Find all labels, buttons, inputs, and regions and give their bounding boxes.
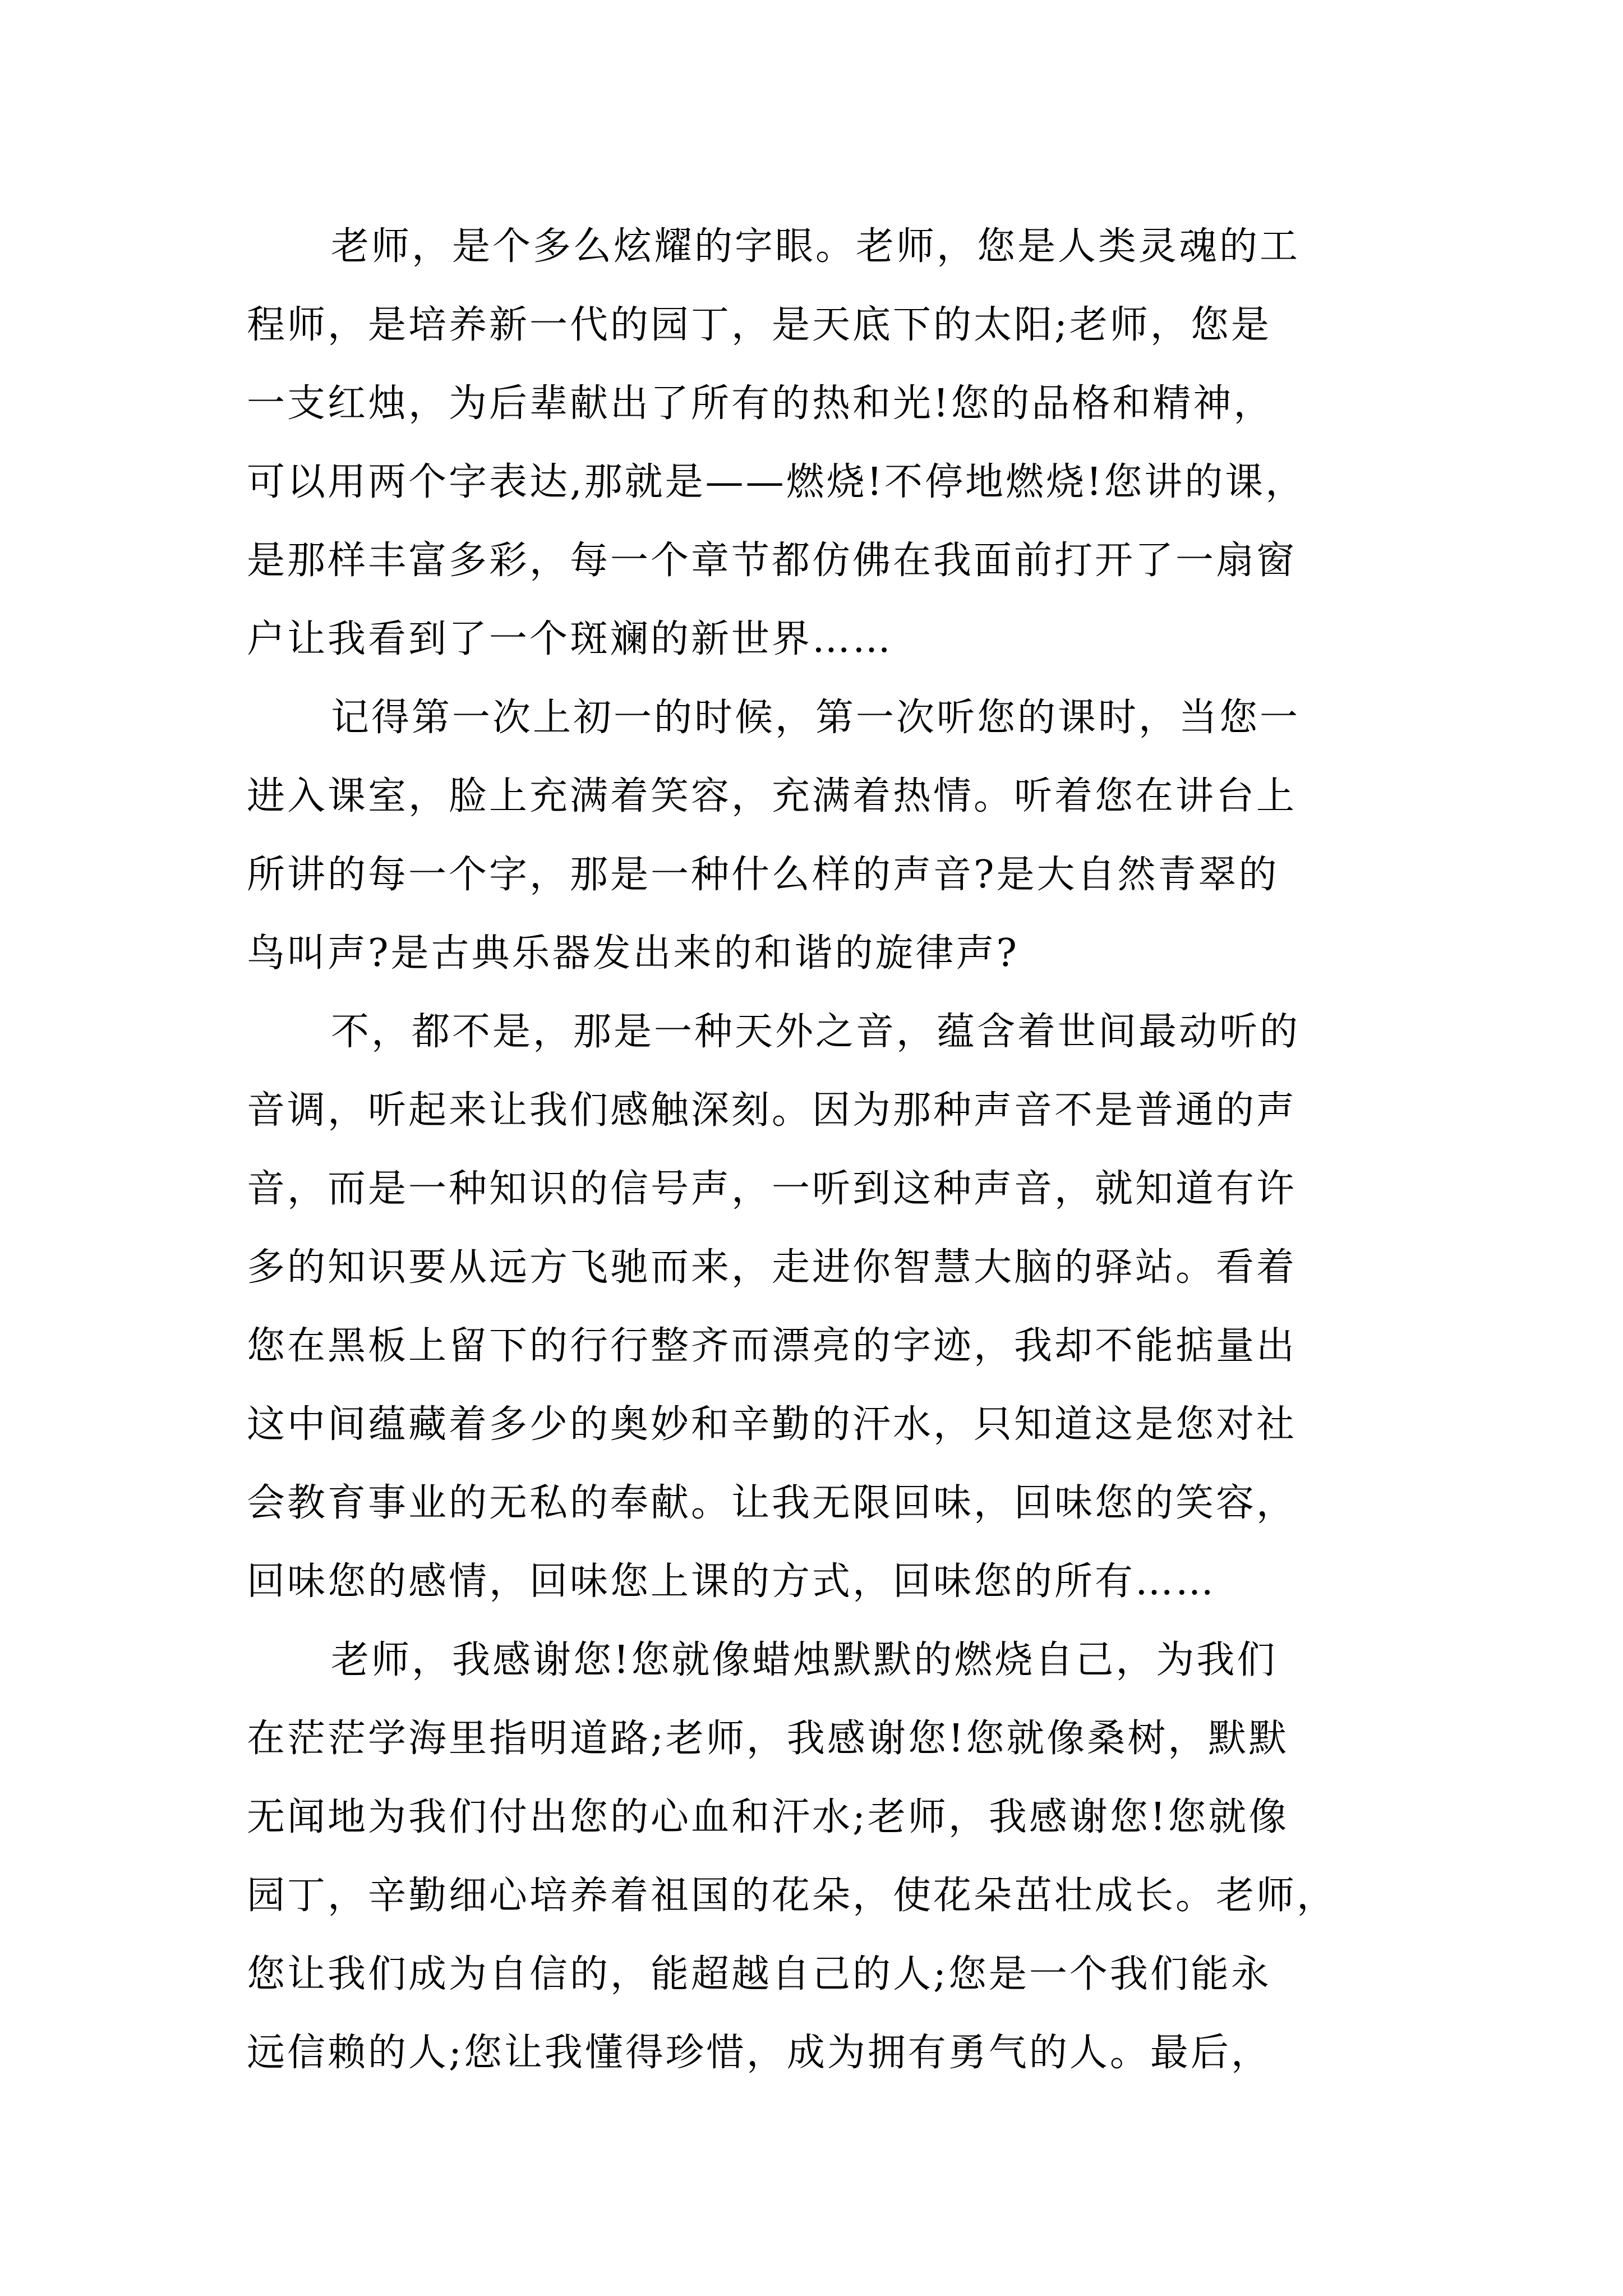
paragraph-4-line-3: 无闻地为我们付出您的心血和汗水;老师，我感谢您!您就像 bbox=[247, 1795, 1289, 1839]
paragraph-4-line-2: 在茫茫学海里指明道路;老师，我感谢您!您就像桑树，默默 bbox=[247, 1717, 1289, 1761]
paragraph-1-line-6: 户让我看到了一个斑斓的新世界…… bbox=[247, 617, 893, 661]
paragraph-2-line-3: 所讲的每一个字，那是一种什么样的声音?是大自然青翠的 bbox=[247, 853, 1279, 897]
paragraph-3-line-5: 您在黑板上留下的行行整齐而漂亮的字迹，我却不能掂量出 bbox=[247, 1324, 1297, 1368]
paragraph-2-line-1: 记得第一次上初一的时候，第一次听您的课时，当您一 bbox=[331, 696, 1301, 740]
paragraph-3-line-7: 会教育事业的无私的奉献。让我无限回味，回味您的笑容， bbox=[247, 1481, 1297, 1525]
paragraph-2-line-4: 鸟叫声?是古典乐器发出来的和谐的旋律声? bbox=[247, 931, 1019, 976]
paragraph-1-line-4: 可以用两个字表达,那就是——燃烧!不停地燃烧!您讲的课， bbox=[247, 460, 1306, 504]
essay-body bbox=[247, 208, 1385, 2092]
paragraph-1-line-1: 老师，是个多么炫耀的字眼。老师，您是人类灵魂的工 bbox=[331, 224, 1301, 269]
paragraph-3-line-2: 音调，听起来让我们感触深刻。因为那种声音不是普通的声 bbox=[247, 1088, 1297, 1133]
paragraph-4-line-6: 远信赖的人;您让我懂得珍惜，成为拥有勇气的人。最后， bbox=[247, 2031, 1271, 2075]
paragraph-1-line-3: 一支红烛，为后辈献出了所有的热和光!您的品格和精神， bbox=[247, 381, 1274, 426]
paragraph-4-line-4: 园丁，辛勤细心培养着祖国的花朵，使花朵茁壮成长。老师， bbox=[247, 1874, 1338, 1918]
paragraph-3-line-3: 音，而是一种知识的信号声，一听到这种声音，就知道有许 bbox=[247, 1167, 1297, 1211]
paragraph-2-line-2: 进入课室，脸上充满着笑容，充满着热情。听着您在讲台上 bbox=[247, 774, 1297, 818]
paragraph-3-line-8: 回味您的感情，回味您上课的方式，回味您的所有…… bbox=[247, 1559, 1216, 1604]
paragraph-4-line-1: 老师，我感谢您!您就像蜡烛默默的燃烧自己，为我们 bbox=[331, 1638, 1278, 1682]
paragraph-1-line-2: 程师，是培养新一代的园丁，是天底下的太阳;老师，您是 bbox=[247, 303, 1271, 347]
paragraph-3-line-4: 多的知识要从远方飞驰而来，走进你智慧大脑的驿站。看着 bbox=[247, 1245, 1297, 1290]
paragraph-3-line-6: 这中间蕴藏着多少的奥妙和辛勤的汗水，只知道这是您对社 bbox=[247, 1402, 1297, 1447]
paragraph-3-line-1: 不，都不是，那是一种天外之音，蕴含着世间最动听的 bbox=[331, 1010, 1301, 1054]
paragraph-1-line-5: 是那样丰富多彩，每一个章节都仿佛在我面前打开了一扇窗 bbox=[247, 539, 1297, 583]
paragraph-4-line-5: 您让我们成为自信的，能超越自己的人;您是一个我们能永 bbox=[247, 1952, 1271, 1996]
